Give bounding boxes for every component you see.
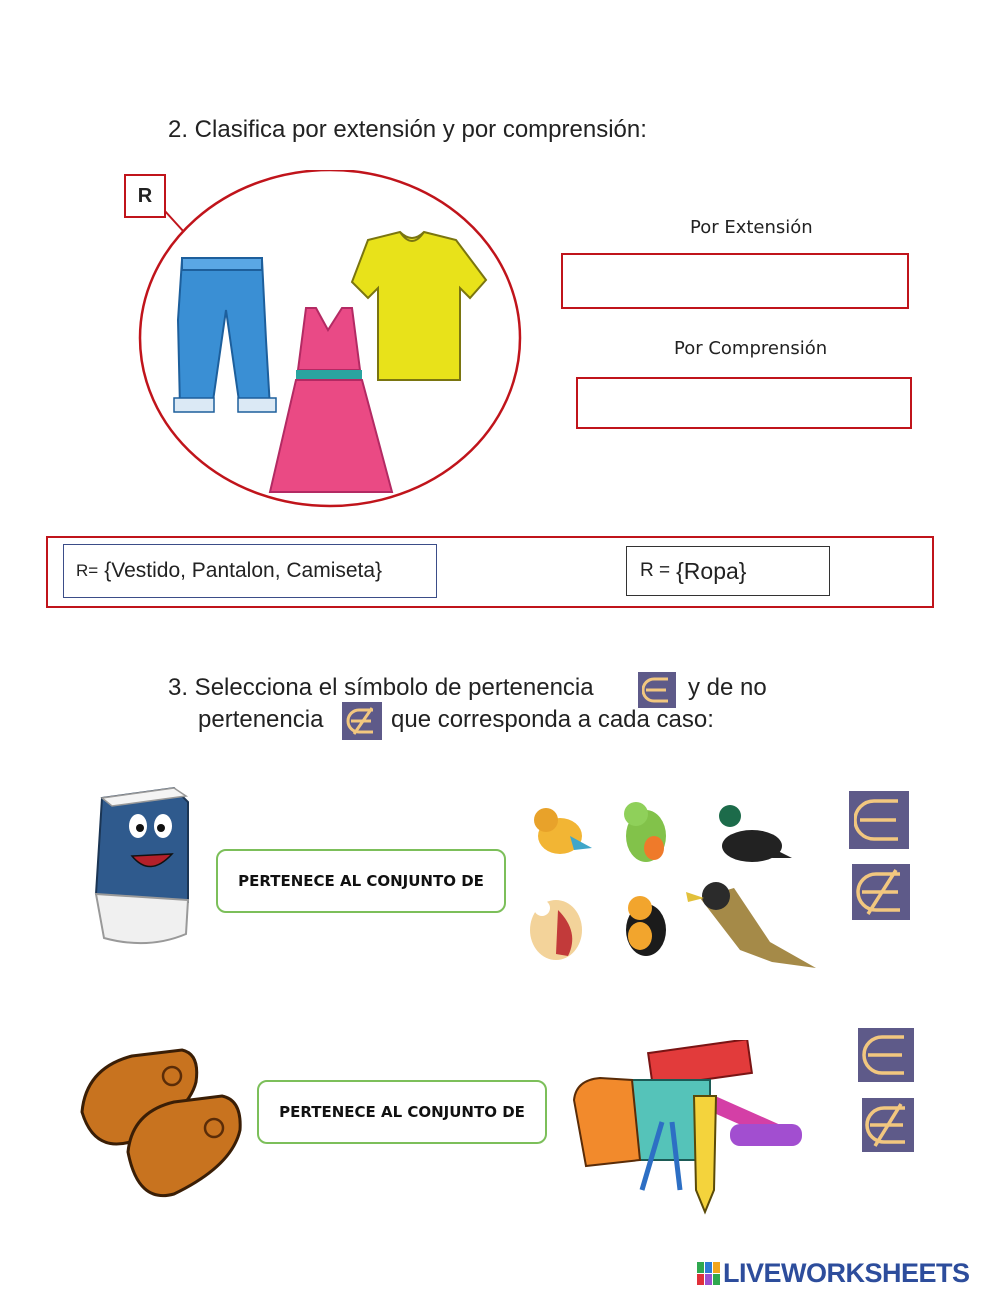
bird-icon [534, 808, 592, 854]
answer-extension-value: {Vestido, Pantalon, Camiseta} [104, 559, 383, 582]
jeans-icon [174, 258, 276, 412]
set-name-tag: R [124, 174, 166, 218]
comprehension-drop-box[interactable] [576, 377, 912, 429]
bird-icon [719, 805, 792, 862]
answer-extension-card[interactable] [63, 544, 437, 598]
section2-title: 2. Clasifica por extensión y por comprensión: [168, 116, 647, 143]
answer-comprehension-prefix: R = [640, 560, 671, 581]
comprehension-label: Por Comprensión [674, 338, 828, 359]
pencil-icon [694, 1096, 716, 1212]
section3-title-line1b: y de no [688, 674, 767, 701]
dress-icon [270, 308, 392, 492]
row1-not-element-of-option[interactable] [852, 864, 910, 920]
element-of-icon [638, 672, 676, 708]
eraser-icon [88, 782, 198, 948]
row2-belongs-label: PERTENECE AL CONJUNTO DE [257, 1080, 547, 1144]
bird-icon [530, 900, 582, 960]
row2-element-of-option[interactable] [858, 1028, 914, 1082]
birds-set-illustration [520, 792, 825, 978]
section3-title-line2b: que corresponda a cada caso: [391, 706, 714, 733]
bird-icon [686, 882, 816, 968]
extension-drop-box[interactable] [561, 253, 909, 309]
section3-title-line1 [168, 674, 594, 702]
tag-pointer [164, 210, 184, 232]
row1-element-of-option[interactable] [849, 791, 909, 849]
clothes-set-illustration [120, 170, 540, 520]
answer-comprehension-value: {Ropa} [676, 557, 747, 584]
rolled-mat-icon [730, 1124, 802, 1146]
footer-brand: LIVEWORKSHEETS [723, 1258, 970, 1288]
school-supplies-illustration [570, 1040, 810, 1216]
row1-belongs-label: PERTENECE AL CONJUNTO DE [216, 849, 506, 913]
backpack-icon [574, 1078, 640, 1166]
not-element-of-icon [342, 702, 382, 740]
shoes-icon [72, 1048, 254, 1216]
tshirt-icon [352, 232, 486, 380]
section3-title-line1a: 3. Selecciona el símbolo de pertenencia [168, 674, 594, 701]
section3-title-line2a: pertenencia [198, 706, 324, 733]
bird-icon [626, 896, 666, 956]
footer-logo [697, 1258, 970, 1289]
row2-not-element-of-option[interactable] [862, 1098, 914, 1152]
answer-comprehension-card[interactable] [626, 546, 830, 596]
liveworksheets-logo-icon [697, 1262, 721, 1286]
extension-label: Por Extensión [690, 217, 813, 238]
answer-extension-prefix: R= [76, 561, 99, 580]
bird-icon [624, 802, 666, 862]
